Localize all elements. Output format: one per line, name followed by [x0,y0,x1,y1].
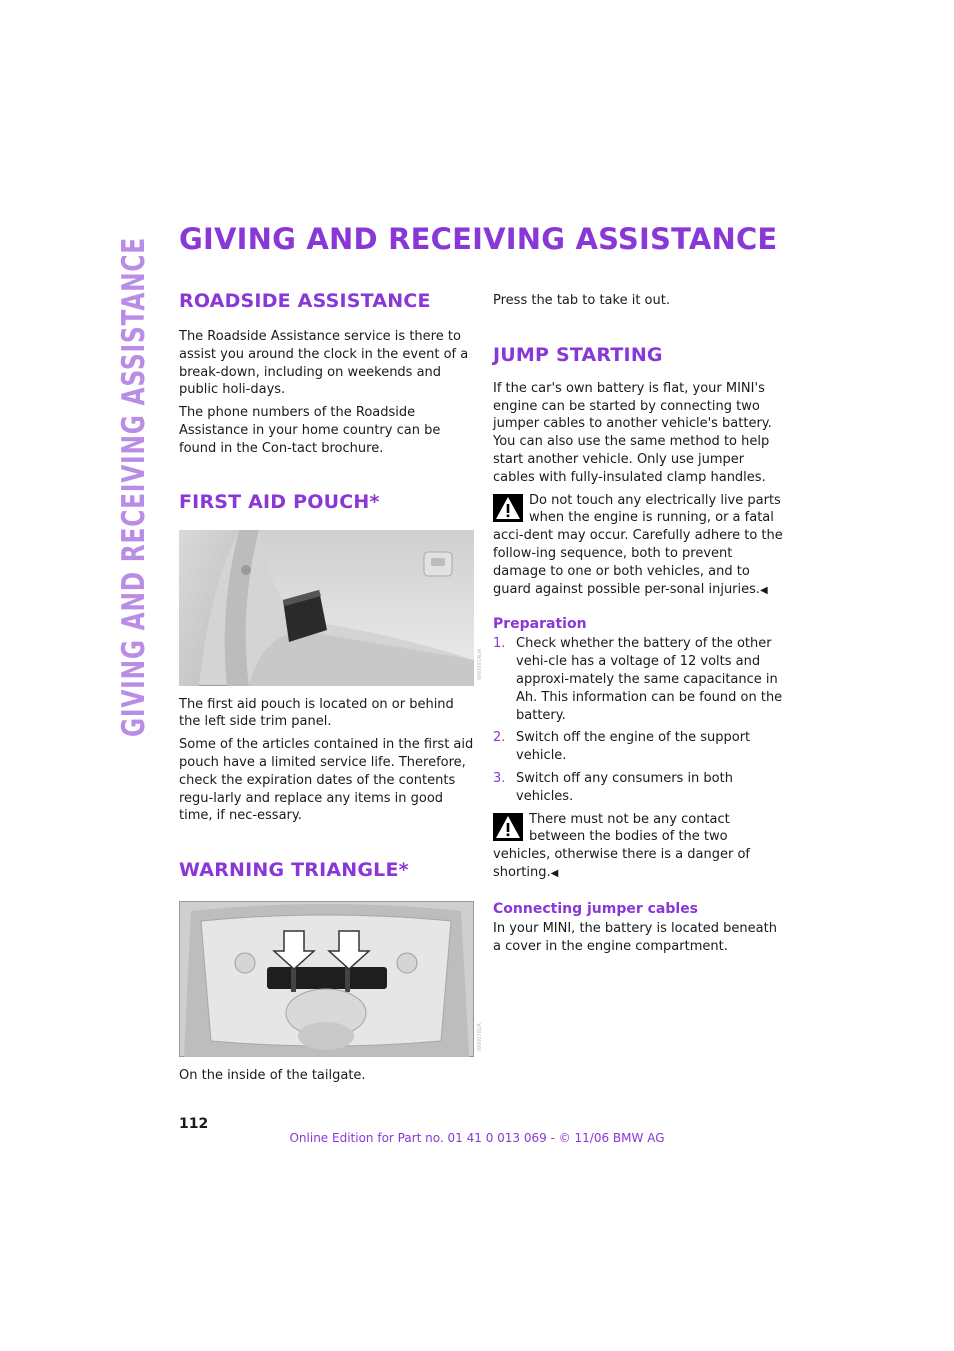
first-aid-pouch-image [179,530,483,686]
warning-note-1 [493,492,788,600]
list-item [493,770,788,806]
first-aid-paragraph-2: Some of the articles contained in the first aid pouch have a limited service life. Therefore, check the expiration dates of the contents regu-larly and replace any items in good time, if nec-essary. [179,737,474,824]
step-number: 3. [493,770,506,786]
page-title: GIVING AND RECEIVING ASSISTANCE [179,222,778,256]
step-text: Check whether the battery of the other vehi-cle has a voltage of 12 volts and approxi-mately the same capacitance in Ah. This information can be found on the battery. [516,636,783,723]
left-column [179,290,483,1085]
first-aid-figure-code: W00091AUA [477,648,483,680]
warning-icon [493,494,523,522]
step-text: Switch off any consumers in both vehicles. [516,770,733,804]
warning-icon [493,813,523,841]
tab-instruction: Press the tab to take it out. [493,293,670,308]
warning-note-2 [493,811,788,883]
end-mark-2: ◀ [550,867,559,879]
first-aid-heading: FIRST AID POUCH* [179,490,380,513]
step-number: 1. [493,636,506,652]
connecting-heading: Connecting jumper cables [493,900,699,917]
preparation-steps [493,635,788,805]
warning-triangle-caption: On the inside of the tailgate. [179,1068,366,1084]
warning-triangle-image [179,901,483,1057]
end-mark-1: ◀ [760,584,768,596]
warning-text-2: There must not be any contact between the bodies of the two vehicles, otherwise there is a danger of shorting. [493,811,750,880]
page-number: 112 [179,1116,209,1132]
side-tab-text: Giving and receiving assistance [116,72,152,737]
step-text: Switch off the engine of the support vehicle. [516,730,751,764]
warning-triangle-heading: WARNING TRIANGLE* [179,859,409,882]
warning-triangle-figure-code: W00078UA [477,1023,483,1052]
jump-starting-paragraph: If the car's own battery is flat, your MINI's engine can be started by connecting two jumper cables to another vehicle's battery. You can also use the same method to help start another vehicle. Only use jumper cables with fully-insulated clamp handles. [493,380,772,485]
jump-starting-heading: JUMP STARTING [493,343,663,366]
side-tab [108,72,152,742]
roadside-paragraph-1: The Roadside Assistance service is there to assist you around the clock in the event of a break-down, including on weekends and public holi-days. [179,329,469,398]
footer: Online Edition for Part no. 01 41 0 013 069 - © 11/06 BMW AG [289,1131,665,1145]
warning-text-1: Do not touch any electrically live parts when the engine is running, or a fatal acci-dent may occur. Carefully adhere to the follow-ing sequence, both to prevent damage to one or both vehicles, and to guard against possible per-sonal injuries. [493,492,783,597]
right-column [493,292,788,955]
list-item [493,635,788,724]
preparation-heading: Preparation [493,616,587,633]
connecting-paragraph: In your MINI, the battery is located beneath a cover in the engine compartment. [493,920,777,954]
list-item [493,729,788,765]
roadside-paragraph-2: The phone numbers of the Roadside Assistance in your home country can be found in the Con-tact brochure. [179,405,441,456]
first-aid-paragraph-1: The first aid pouch is located on or behind the left side trim panel. [179,696,454,730]
step-number: 2. [493,730,506,746]
roadside-heading: ROADSIDE ASSISTANCE [179,290,431,312]
